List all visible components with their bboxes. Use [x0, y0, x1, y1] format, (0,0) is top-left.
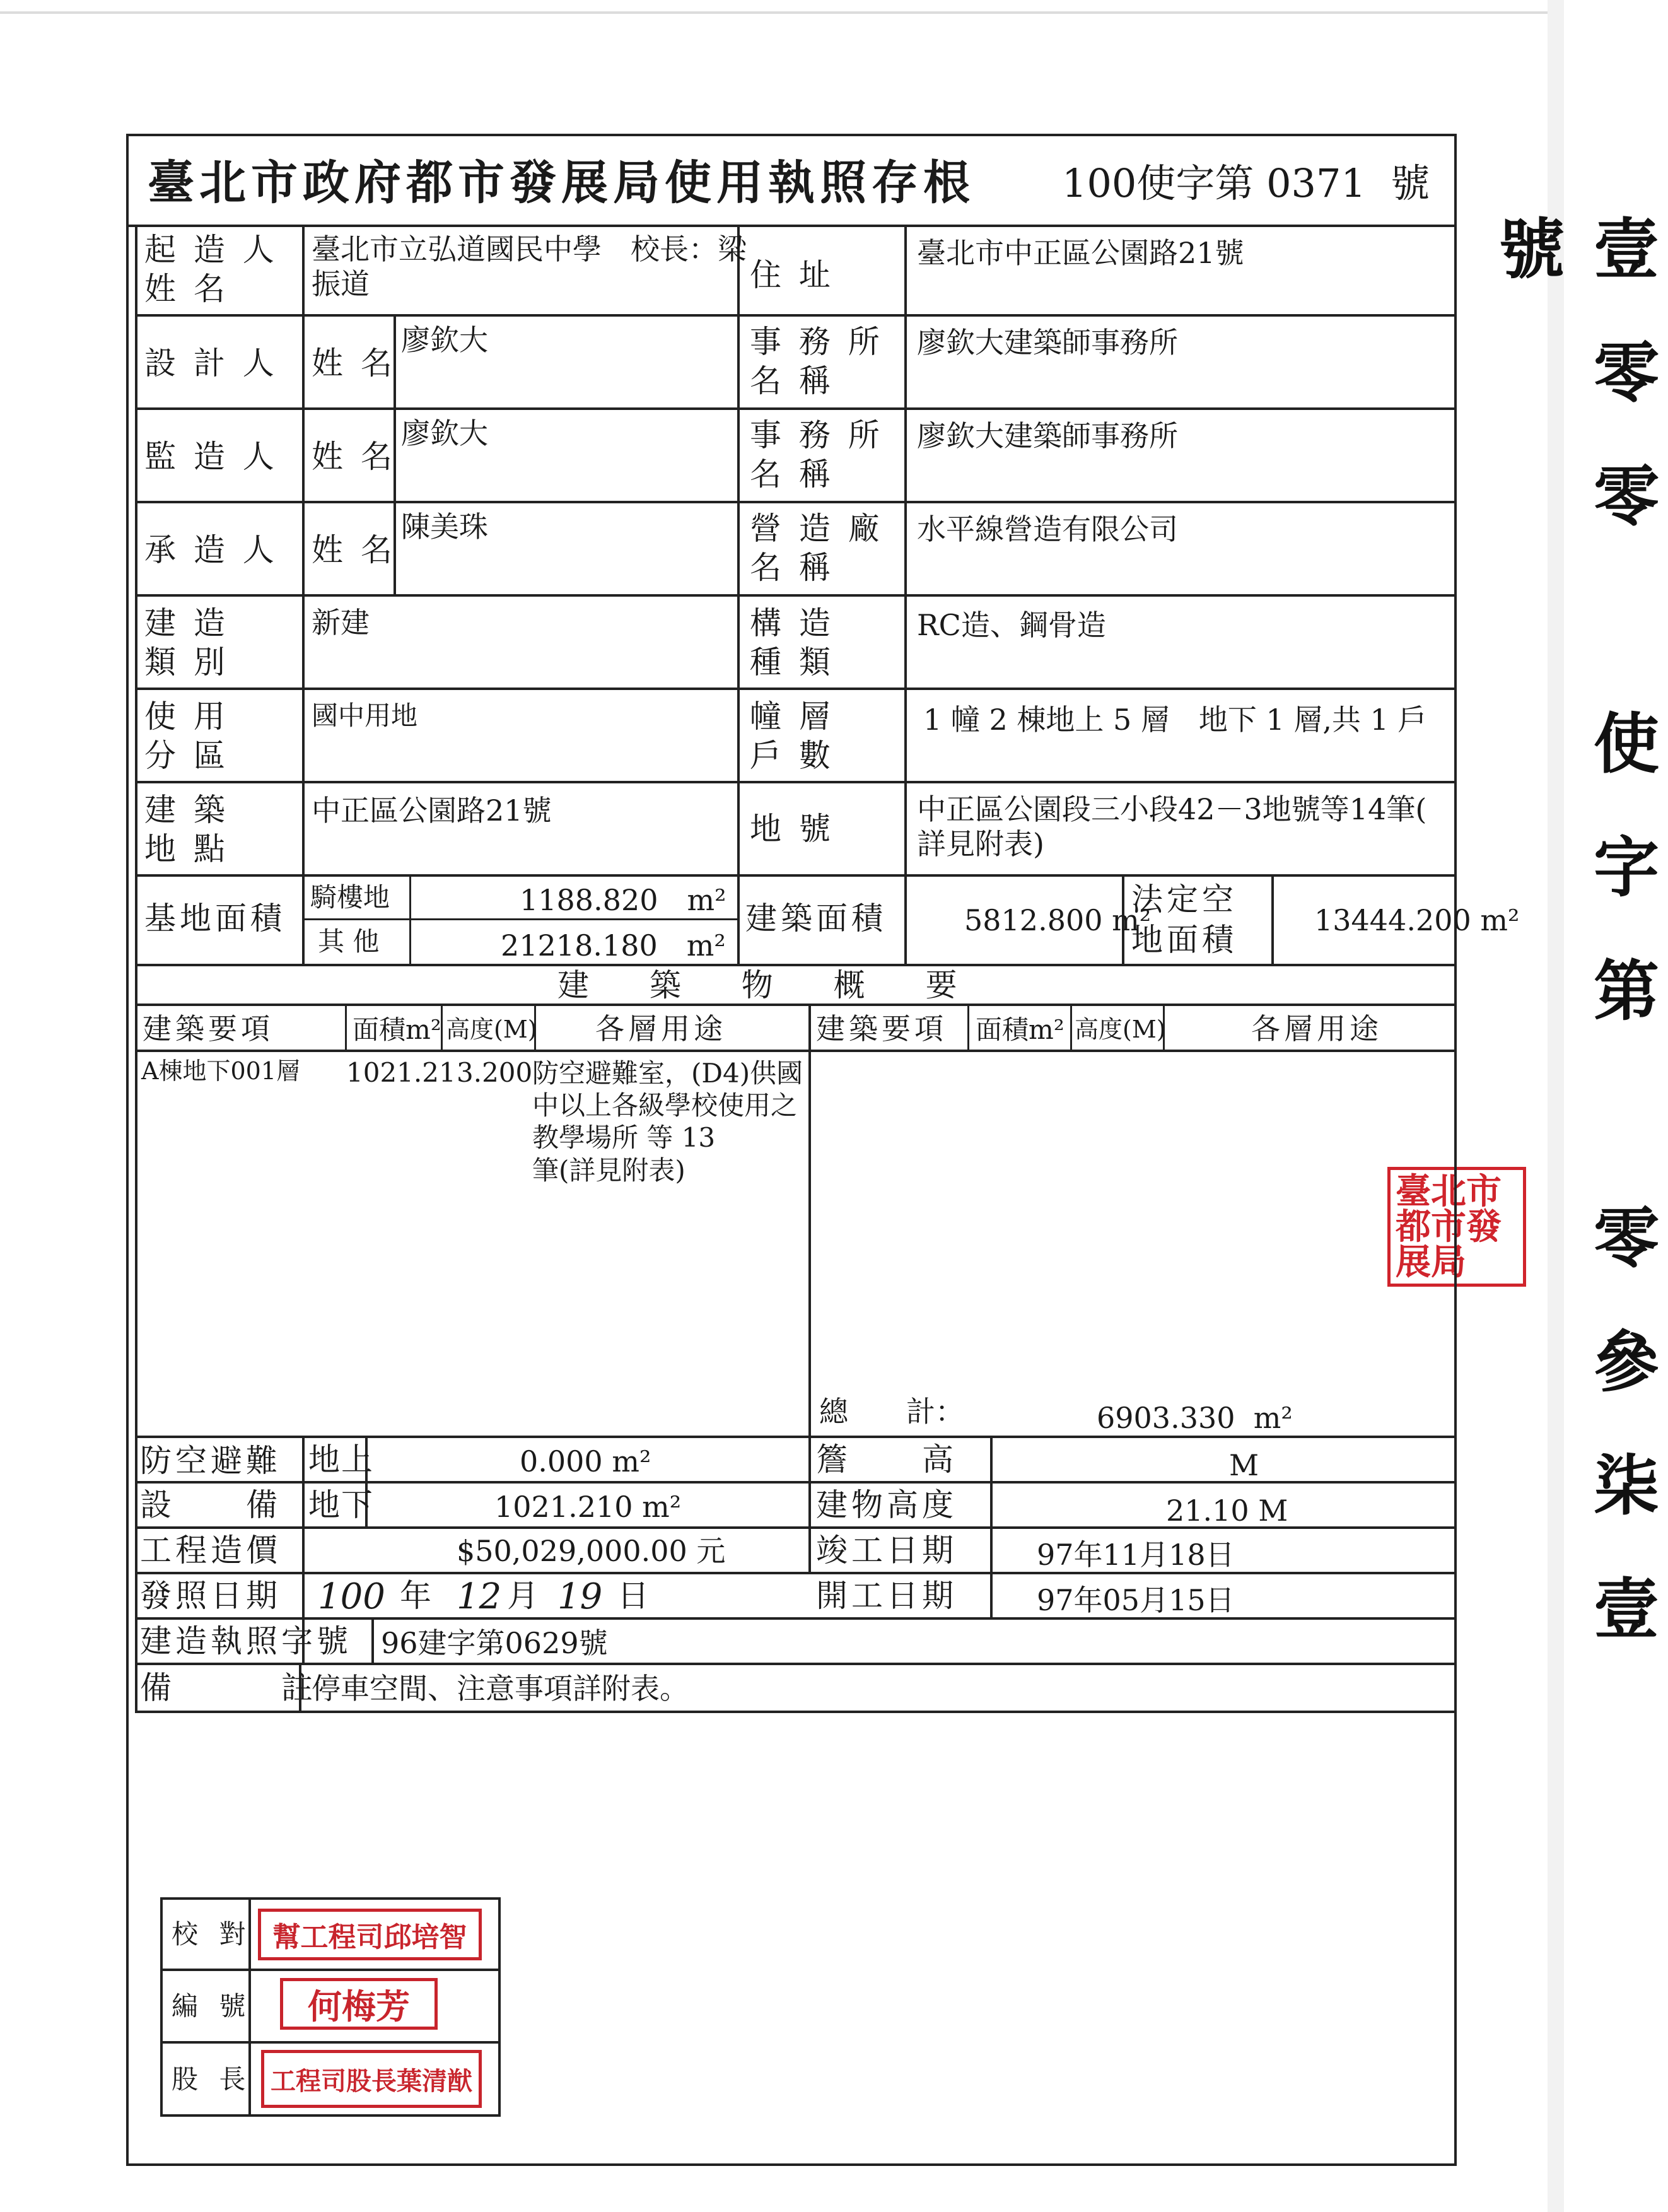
divider [990, 1436, 993, 1617]
location: 中正區公園路21號 [312, 793, 552, 828]
divider [371, 1617, 374, 1663]
col-height-left: 高度(M) [446, 1015, 537, 1043]
total-label: 總 計： [819, 1395, 964, 1429]
supervisor-name-label: 姓 名 [312, 438, 396, 475]
height-label: 建物高度 [816, 1487, 957, 1523]
number-label: 編 號 [172, 1991, 252, 2022]
above-value: 0.000 m² [520, 1444, 651, 1478]
start-label: 開工日期 [816, 1577, 957, 1614]
remarks-value: 停車空間、注意事項詳附表。 [312, 1671, 689, 1706]
designer-office: 廖欽大建築師事務所 [917, 325, 1178, 360]
divider [135, 225, 137, 1711]
below-label: 地下 [308, 1487, 374, 1523]
divider [1070, 1004, 1072, 1050]
complete-label: 竣工日期 [816, 1532, 957, 1569]
permit-number: 100使字第 0371 號 [1062, 160, 1430, 206]
site-area-label: 基地面積 [144, 900, 286, 937]
issue-m-char: 月 [507, 1577, 542, 1614]
entry-area: 1021.21 [346, 1057, 456, 1088]
issue-year: 100 [318, 1576, 385, 1617]
supervisor-office-label-2: 名 稱 [750, 456, 834, 493]
divider [135, 1050, 1457, 1052]
divider [302, 225, 305, 964]
structure: RC造、鋼骨造 [917, 608, 1106, 642]
divider [135, 407, 1457, 410]
floors: 1 幢 2 棟地上 5 層 地下 1 層,共 1 戶 [923, 703, 1427, 737]
build-type-label-2: 類 別 [144, 644, 229, 681]
divider [135, 1572, 1457, 1574]
col-item-right: 建築要項 [816, 1012, 947, 1046]
builder-label-1: 起 造 人 [144, 231, 278, 268]
other-area: 21218.180 m² [501, 928, 726, 963]
zoning: 國中用地 [312, 700, 418, 731]
open-space-area: 13444.200 m² [1314, 903, 1520, 937]
divider [135, 781, 1457, 783]
designer-label: 設 計 人 [144, 345, 278, 382]
divider [302, 918, 737, 920]
divider [1271, 874, 1274, 964]
zoning-label-1: 使 用 [144, 698, 229, 735]
cost-label: 工程造價 [140, 1532, 281, 1569]
col-item-left: 建築要項 [143, 1012, 274, 1046]
divider [160, 1969, 501, 1971]
supervisor-office-label-1: 事 務 所 [750, 417, 884, 454]
contractor-company: 水平線營造有限公司 [917, 512, 1178, 546]
open-space-label-1: 法定空 [1131, 881, 1237, 918]
contractor-name-label: 姓 名 [312, 532, 396, 568]
permit-form [126, 134, 1520, 2166]
divider [345, 1004, 347, 1050]
divider [135, 874, 1457, 877]
zoning-label-2: 分 區 [144, 737, 229, 774]
designer-office-label-2: 名 稱 [750, 363, 834, 399]
lot: 中正區公園段三小段42－3地號等14筆( 詳見附表) [917, 792, 1427, 862]
other-label: 其 他 [318, 926, 380, 957]
total-value: 6903.330 m² [1097, 1401, 1293, 1435]
remarks-label: 備 註 [140, 1670, 317, 1706]
issue-y-char: 年 [400, 1577, 435, 1614]
scan-edge-top [0, 11, 1564, 14]
divider [737, 225, 740, 964]
divider [135, 1663, 1457, 1665]
floors-label-1: 幢 層 [750, 698, 834, 735]
issue-d-char: 日 [617, 1577, 653, 1614]
contractor-label: 承 造 人 [144, 532, 278, 568]
form-title: 臺北市政府都市發展局使用執照存根 [148, 156, 975, 210]
address-value: 臺北市中正區公園路21號 [917, 236, 1244, 270]
col-use-right: 各層用途 [1251, 1012, 1382, 1046]
entry-item: A棟地下001層 [141, 1057, 300, 1085]
designer-name-label: 姓 名 [312, 345, 396, 382]
location-label-1: 建 築 [144, 792, 229, 828]
col-area-left: 面積m² [353, 1014, 441, 1045]
floors-label-2: 戶 數 [750, 737, 834, 774]
designer-office-label-1: 事 務 所 [750, 324, 884, 360]
divider [135, 688, 1457, 690]
shelter-label-1: 防空避難 [140, 1442, 281, 1479]
builder-value: 臺北市立弘道國民中學 校長：梁 振道 [312, 232, 747, 301]
divider [135, 594, 1457, 597]
arcade-label: 騎樓地 [310, 882, 390, 913]
builder-label-2: 姓 名 [144, 271, 229, 307]
divider [129, 225, 1457, 227]
eave-label: 簷 高 [816, 1441, 957, 1478]
chief-label: 股 長 [172, 2064, 252, 2095]
structure-label-2: 種 類 [750, 644, 834, 681]
divider [135, 501, 1457, 503]
location-label-2: 地 點 [144, 831, 229, 867]
eave-value: M [1229, 1448, 1259, 1482]
divider [967, 1004, 969, 1050]
construction-permit-label: 建造執照字號 [140, 1623, 352, 1659]
contractor-name: 陳美珠 [401, 510, 488, 544]
above-label: 地上 [308, 1441, 374, 1478]
issue-month: 12 [457, 1576, 502, 1617]
build-type: 新建 [312, 606, 370, 640]
issue-label: 發照日期 [140, 1577, 281, 1614]
official-seal: 臺北市都市發展局 [1387, 1167, 1526, 1287]
complete-value: 97年11月18日 [1037, 1538, 1235, 1572]
entry-height: 3.200 [457, 1057, 533, 1088]
col-area-right: 面積m² [976, 1014, 1064, 1045]
divider [904, 225, 907, 964]
summary-title: 建 築 物 概 要 [557, 967, 983, 1004]
divider [160, 2041, 501, 2044]
col-height-right: 高度(M) [1075, 1015, 1166, 1043]
open-space-label-2: 地面積 [1131, 922, 1237, 958]
divider [409, 874, 411, 964]
factory-label-2: 名 稱 [750, 549, 834, 586]
start-value: 97年05月15日 [1037, 1583, 1235, 1617]
divider [135, 1711, 1457, 1713]
build-type-label-1: 建 造 [144, 605, 229, 641]
cost-value: $50,029,000.00 元 [457, 1534, 726, 1568]
shelter-label-2: 設 備 [140, 1487, 281, 1523]
height-value: 21.10 M [1166, 1494, 1288, 1528]
divider [808, 1004, 811, 1572]
col-use-left: 各層用途 [595, 1012, 726, 1046]
address-label: 住 址 [750, 257, 834, 293]
supervisor-office: 廖欽大建築師事務所 [917, 419, 1178, 453]
divider [302, 1481, 808, 1483]
entry-use: 防空避難室，(D4)供國 中以上各級學校使用之 教學場所 等 13 筆(詳見附表) [532, 1058, 803, 1186]
arcade-area: 1188.820 m² [520, 883, 726, 917]
construction-permit-value: 96建字第0629號 [381, 1626, 608, 1660]
structure-label-1: 構 造 [750, 605, 834, 641]
below-value: 1021.210 m² [494, 1490, 682, 1524]
proofread-stamp: 幫工程司邱培智 [258, 1909, 482, 1960]
building-area-label: 建築面積 [745, 900, 887, 937]
supervisor-name: 廖欽大 [401, 416, 488, 450]
margin-vertical-number: 壹零零 使字第 零參柒壹 號 [1488, 214, 1660, 1822]
divider [135, 314, 1457, 317]
designer-name: 廖欽大 [401, 323, 488, 357]
divider [135, 1436, 1457, 1438]
supervisor-label: 監 造 人 [144, 438, 278, 475]
chief-stamp: 工程司股長葉清猷 [261, 2050, 482, 2108]
factory-label-1: 營 造 廠 [750, 510, 884, 547]
lot-label: 地 號 [750, 810, 834, 847]
number-stamp: 何梅芳 [280, 1978, 438, 2030]
building-area: 5812.800 m² [964, 903, 1152, 937]
proofread-label: 校 對 [172, 1919, 252, 1950]
issue-day: 19 [557, 1576, 603, 1617]
